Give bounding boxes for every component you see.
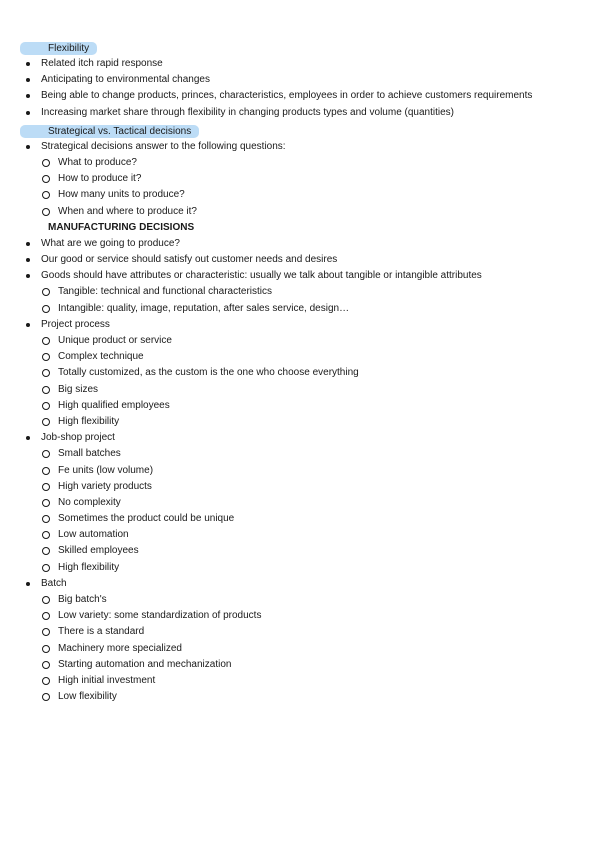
list-item-text: Increasing market share through flexibility in changing products types and volume (quantities): [41, 106, 454, 118]
hollow-bullet-icon: [42, 628, 50, 636]
filled-bullet-icon: [26, 582, 30, 586]
sub-bullet-item: [0, 333, 599, 349]
list-item-text: Being able to change products, princes, characteristics, employees in order to achieve customers requirements: [41, 90, 533, 102]
list-item-text: Small batches: [58, 448, 121, 460]
sub-bullet-item: [0, 657, 599, 673]
sub-bullet-item: [0, 479, 599, 495]
filled-bullet-icon: [26, 436, 30, 440]
list-item-text: Unique product or service: [58, 335, 172, 346]
hollow-bullet-icon: [42, 337, 50, 345]
list-item-text: Totally customized, as the custom is the one who choose everything: [58, 367, 359, 379]
bullet-item: [0, 88, 599, 104]
sub-bullet-item: [0, 641, 599, 657]
document-body: [0, 38, 599, 705]
highlighted-heading-text: Flexibility: [44, 42, 93, 55]
hollow-bullet-icon: [42, 645, 50, 653]
sub-bullet-item: [0, 155, 599, 171]
list-item-text: Batch: [41, 577, 67, 589]
filled-bullet-icon: [26, 242, 30, 246]
sub-bullet-item: [0, 624, 599, 640]
list-item-text: Starting automation and mechanization: [58, 658, 232, 670]
bullet-item: [0, 72, 599, 88]
bullet-item: [0, 430, 599, 446]
list-item-text: Sometimes the product could be unique: [58, 513, 235, 525]
bullet-item: [0, 105, 599, 121]
hollow-bullet-icon: [42, 450, 50, 458]
sub-bullet-item: [0, 495, 599, 511]
list-item-text: How to produce it?: [58, 173, 142, 185]
list-item-text: Skilled employees: [58, 545, 139, 557]
filled-bullet-icon: [26, 274, 30, 278]
sub-bullet-item: [0, 560, 599, 576]
sub-bullet-item: [0, 382, 599, 398]
list-item-text: High initial investment: [58, 674, 156, 686]
sub-bullet-item: [0, 171, 599, 187]
filled-bullet-icon: [26, 111, 30, 115]
list-item-text: Low variety: some standardization of products: [58, 610, 262, 622]
list-item-text: Anticipating to environmental changes: [41, 74, 210, 86]
sub-bullet-item: [0, 543, 599, 559]
filled-bullet-icon: [26, 62, 30, 66]
bullet-item: [0, 576, 599, 592]
sub-bullet-item: [0, 365, 599, 381]
list-item-text: Strategical decisions answer to the following questions:: [41, 140, 286, 152]
hollow-bullet-icon: [42, 677, 50, 685]
list-item-text: Machinery more specialized: [58, 642, 182, 654]
list-item-text: Job-shop project: [41, 432, 115, 444]
sub-bullet-item: [0, 446, 599, 462]
hollow-bullet-icon: [42, 402, 50, 410]
hollow-bullet-icon: [42, 661, 50, 669]
hollow-bullet-icon: [42, 386, 50, 394]
list-item-text: Tangible: technical and functional characteristics: [58, 286, 273, 298]
sub-bullet-item: [0, 187, 599, 203]
hollow-bullet-icon: [42, 499, 50, 507]
hollow-bullet-icon: [42, 191, 50, 199]
hollow-bullet-icon: [42, 159, 50, 167]
hollow-bullet-icon: [42, 564, 50, 572]
sub-bullet-item: [0, 349, 599, 365]
bullet-item: [0, 317, 599, 333]
list-item-text: There is a standard: [58, 626, 145, 638]
hollow-bullet-icon: [42, 467, 50, 475]
list-item-text: When and where to produce it?: [58, 205, 197, 217]
list-item-text: No complexity: [58, 496, 121, 508]
sub-bullet-item: [0, 398, 599, 414]
filled-bullet-icon: [26, 94, 30, 98]
list-item-text: Our good or service should satisfy out customer needs and desires: [41, 254, 338, 266]
sub-bullet-item: [0, 673, 599, 689]
sub-bullet-item: [0, 463, 599, 479]
hollow-bullet-icon: [42, 515, 50, 523]
list-item-text: How many units to produce?: [58, 189, 185, 201]
list-item-text: What to produce?: [58, 156, 137, 168]
hollow-bullet-icon: [42, 531, 50, 539]
list-item-text: Complex technique: [58, 351, 144, 363]
section-heading: [20, 42, 97, 55]
bullet-item: [0, 139, 599, 155]
list-item-text: Fe units (low volume): [58, 464, 154, 476]
section-heading: [20, 125, 199, 138]
list-item-text: Project process: [41, 318, 110, 330]
list-item-text: Big sizes: [58, 383, 99, 395]
sub-bullet-item: [0, 689, 599, 705]
sub-bullet-item: [0, 301, 599, 317]
hollow-bullet-icon: [42, 483, 50, 491]
list-item-text: Low automation: [58, 529, 129, 541]
sub-bullet-item: [0, 204, 599, 220]
hollow-bullet-icon: [42, 305, 50, 313]
list-item-text: High variety products: [58, 480, 152, 492]
bullet-item: [0, 236, 599, 252]
sub-bullet-item: [0, 592, 599, 608]
sub-bullet-item: [0, 511, 599, 527]
filled-bullet-icon: [26, 323, 30, 327]
highlighted-heading-text: Strategical vs. Tactical decisions: [44, 125, 195, 138]
list-item-text: What are we going to produce?: [41, 237, 180, 249]
hollow-bullet-icon: [42, 208, 50, 216]
hollow-bullet-icon: [42, 418, 50, 426]
hollow-bullet-icon: [42, 596, 50, 604]
filled-bullet-icon: [26, 145, 30, 149]
filled-bullet-icon: [26, 78, 30, 82]
list-item-text: Intangible: quality, image, reputation, after sales service, design…: [58, 302, 350, 314]
hollow-bullet-icon: [42, 612, 50, 620]
hollow-bullet-icon: [42, 693, 50, 701]
sub-bullet-item: [0, 414, 599, 430]
hollow-bullet-icon: [42, 369, 50, 377]
bullet-item: [0, 56, 599, 72]
hollow-bullet-icon: [42, 353, 50, 361]
sub-bullet-item: [0, 527, 599, 543]
bold-heading-text: MANUFACTURING DECISIONS: [48, 221, 195, 233]
sub-bullet-item: [0, 608, 599, 624]
list-item-text: Goods should have attributes or characteristic: usually we talk about tangible or intangible attributes: [41, 270, 482, 282]
bullet-item: [0, 252, 599, 268]
hollow-bullet-icon: [42, 288, 50, 296]
sub-bullet-item: [0, 284, 599, 300]
list-item-text: Big batch's: [58, 594, 107, 605]
hollow-bullet-icon: [42, 175, 50, 183]
list-item-text: Low flexibility: [58, 691, 117, 703]
filled-bullet-icon: [26, 258, 30, 262]
list-item-text: High qualified employees: [58, 399, 170, 411]
bullet-item: [0, 268, 599, 284]
bold-heading: [24, 220, 599, 236]
list-item-text: High flexibility: [58, 415, 120, 427]
list-item-text: High flexibility: [58, 561, 120, 573]
hollow-bullet-icon: [42, 547, 50, 555]
list-item-text: Related itch rapid response: [41, 58, 163, 69]
